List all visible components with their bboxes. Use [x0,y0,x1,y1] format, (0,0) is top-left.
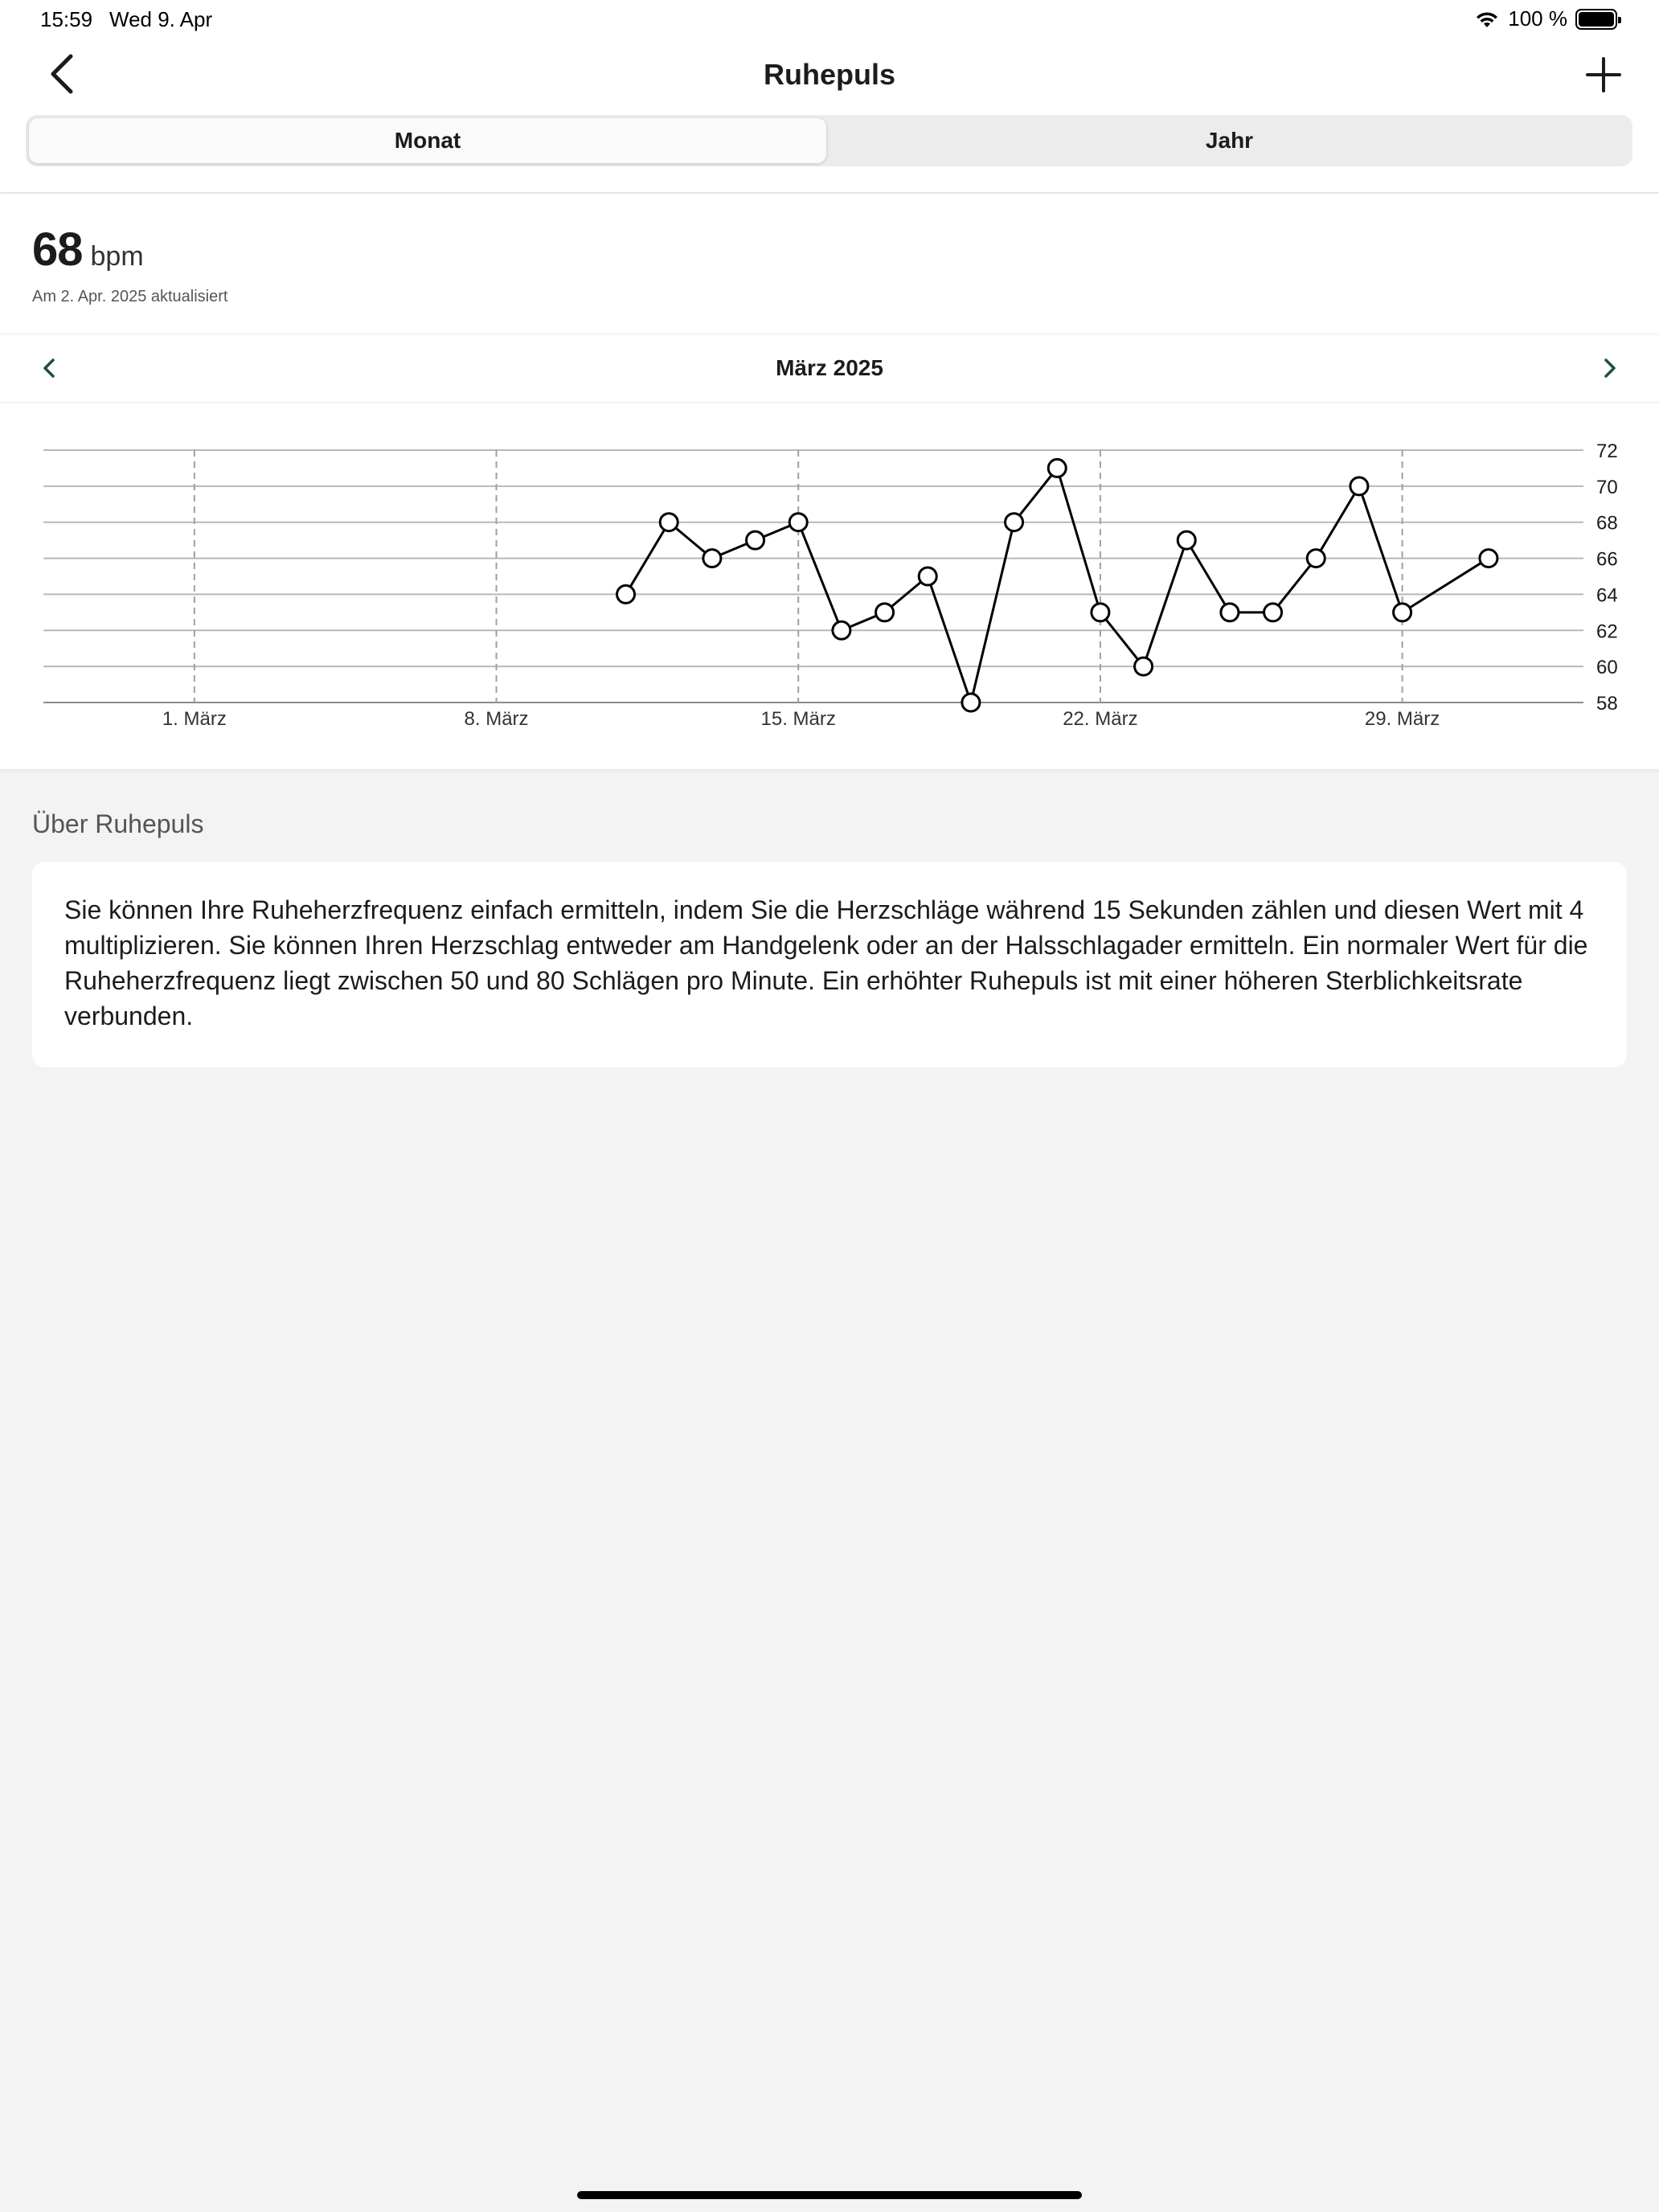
status-date: Wed 9. Apr [109,7,213,31]
y-tick-label: 70 [1596,476,1618,498]
updated-label: Am 2. Apr. 2025 aktualisiert [32,288,228,305]
add-button[interactable] [1583,55,1624,95]
wifi-icon [1474,10,1500,29]
status-time: 15:59 [40,7,93,31]
data-point [1480,550,1497,567]
page-title: Ruhepuls [763,58,895,91]
battery-icon [1575,9,1617,30]
data-point [962,694,980,711]
y-tick-label: 64 [1596,584,1618,607]
data-point [660,514,678,531]
data-point [1350,477,1368,495]
data-point [1307,550,1325,567]
y-tick-label: 62 [1596,621,1618,643]
data-point [1135,657,1153,675]
x-tick-label: 1. März [162,708,227,730]
value-number: 68 [32,223,83,276]
y-tick-label: 60 [1596,657,1618,679]
data-point [1394,604,1411,621]
data-point [617,585,635,603]
data-point [1006,514,1023,531]
data-point [747,531,764,549]
next-month-button[interactable] [1598,354,1622,383]
current-value [32,223,144,276]
data-point [1221,604,1239,621]
value-unit: bpm [90,241,144,272]
x-tick-label: 15. März [760,708,836,730]
chevron-right-icon [1606,360,1614,376]
period-segmented-control [26,115,1632,166]
y-tick-label: 66 [1596,548,1618,571]
status-bar [0,0,1659,39]
data-point [876,604,894,621]
home-indicator[interactable] [577,2191,1082,2199]
info-card [32,862,1627,1067]
data-point [1264,604,1282,621]
month-label: März 2025 [776,355,883,380]
plus-icon [1587,59,1620,91]
x-tick-label: 8. März [464,708,529,730]
month-navigator [0,334,1659,403]
data-point [1178,531,1195,549]
data-point [1092,604,1109,621]
navigation-bar [0,39,1659,111]
x-tick-label: 29. März [1364,708,1440,730]
y-tick-label: 68 [1596,512,1618,535]
data-point [833,621,850,639]
data-point [703,550,721,567]
segment-month[interactable]: Monat [29,118,826,163]
data-point [1048,459,1066,477]
status-indicators [1474,6,1617,31]
x-tick-label: 22. März [1063,708,1138,730]
y-tick-label: 72 [1596,440,1618,462]
info-text: Sie können Ihre Ruheherzfrequenz einfach ermitteln, indem Sie die Herzschläge während 15 Sekunden zählen und diesen Wert mit 4 multiplizieren. Sie können Ihren Herzschlag entweder am Handgelenk oder an der Halsschlagader ermitteln. Ein normaler Wert für die Ruheherzfrequenz liegt zwischen 50 und 80 Schlägen pro Minute. Ein erhöhter Ruhepuls ist mit einer höheren Sterblichkeitsrate verbunden. [64,895,1588,1030]
y-tick-label: 58 [1596,693,1618,715]
resting-pulse-chart [0,402,1659,756]
battery-percent: 100 % [1508,6,1567,31]
data-point [789,514,807,531]
section-title: Über Ruhepuls [32,809,204,838]
series-line [626,468,1489,703]
data-point [919,567,936,585]
segment-year[interactable]: Jahr [1205,128,1254,153]
